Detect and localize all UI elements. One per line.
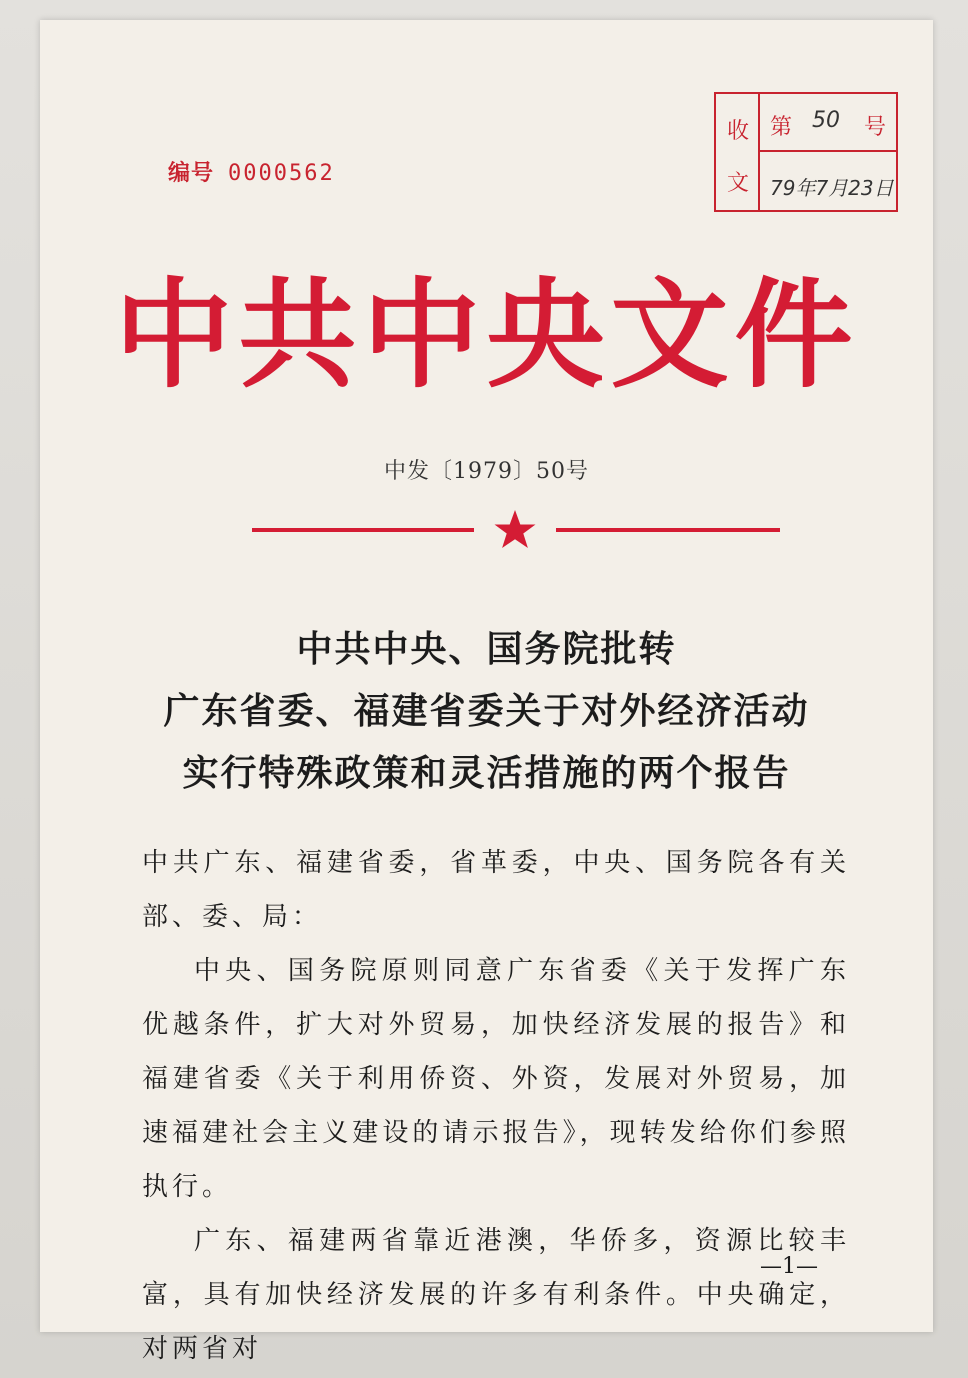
red-divider — [40, 510, 933, 550]
document-headline: 中共中央文件 — [114, 266, 859, 404]
serial-value: 0000562 — [228, 161, 335, 186]
receipt-stamp — [714, 92, 898, 212]
stamp-hao-label: 号 — [863, 115, 886, 140]
body-paragraph-2: 广东、福建两省靠近港澳，华侨多，资源比较丰富，具有加快经济发展的许多有利条件。中央确定，对两省对 — [142, 1226, 850, 1364]
divider-left-line — [252, 528, 474, 532]
stamp-left-column — [716, 94, 760, 210]
divider-right-line — [556, 528, 780, 532]
document-body — [142, 836, 850, 1376]
stamp-di-label: 第 — [770, 115, 793, 140]
body-paragraph-1: 中央、国务院原则同意广东省委《关于发挥广东优越条件，扩大对外贸易，加快经济发展的报告》和福建省委《关于利用侨资、外资，发展对外贸易，加速福建社会主义建设的请示报告》，现转发给你们参照执行。 — [142, 956, 850, 1202]
document-title — [40, 618, 933, 804]
document-number: 中发〔1979〕50号 — [384, 459, 589, 484]
title-line-2: 广东省委、福建省委关于对外经济活动 — [163, 690, 810, 732]
serial-number — [168, 156, 335, 187]
serial-label: 编号 — [168, 160, 215, 186]
page-number: —1— — [760, 1254, 818, 1279]
stamp-shou: 收 — [726, 119, 749, 144]
stamp-number-row — [760, 94, 896, 152]
star-icon — [495, 510, 536, 548]
document-page — [40, 20, 933, 1364]
stamp-date: 79年7月23日 — [770, 176, 894, 200]
stamp-wen: 文 — [726, 171, 749, 196]
title-line-1: 中共中央、国务院批转 — [296, 628, 677, 670]
stamp-di-value: 50 — [812, 108, 840, 133]
body-address: 中共广东、福建省委，省革委，中央、国务院各有关部、委、局： — [142, 848, 850, 932]
title-line-3: 实行特殊政策和灵活措施的两个报告 — [182, 752, 791, 794]
